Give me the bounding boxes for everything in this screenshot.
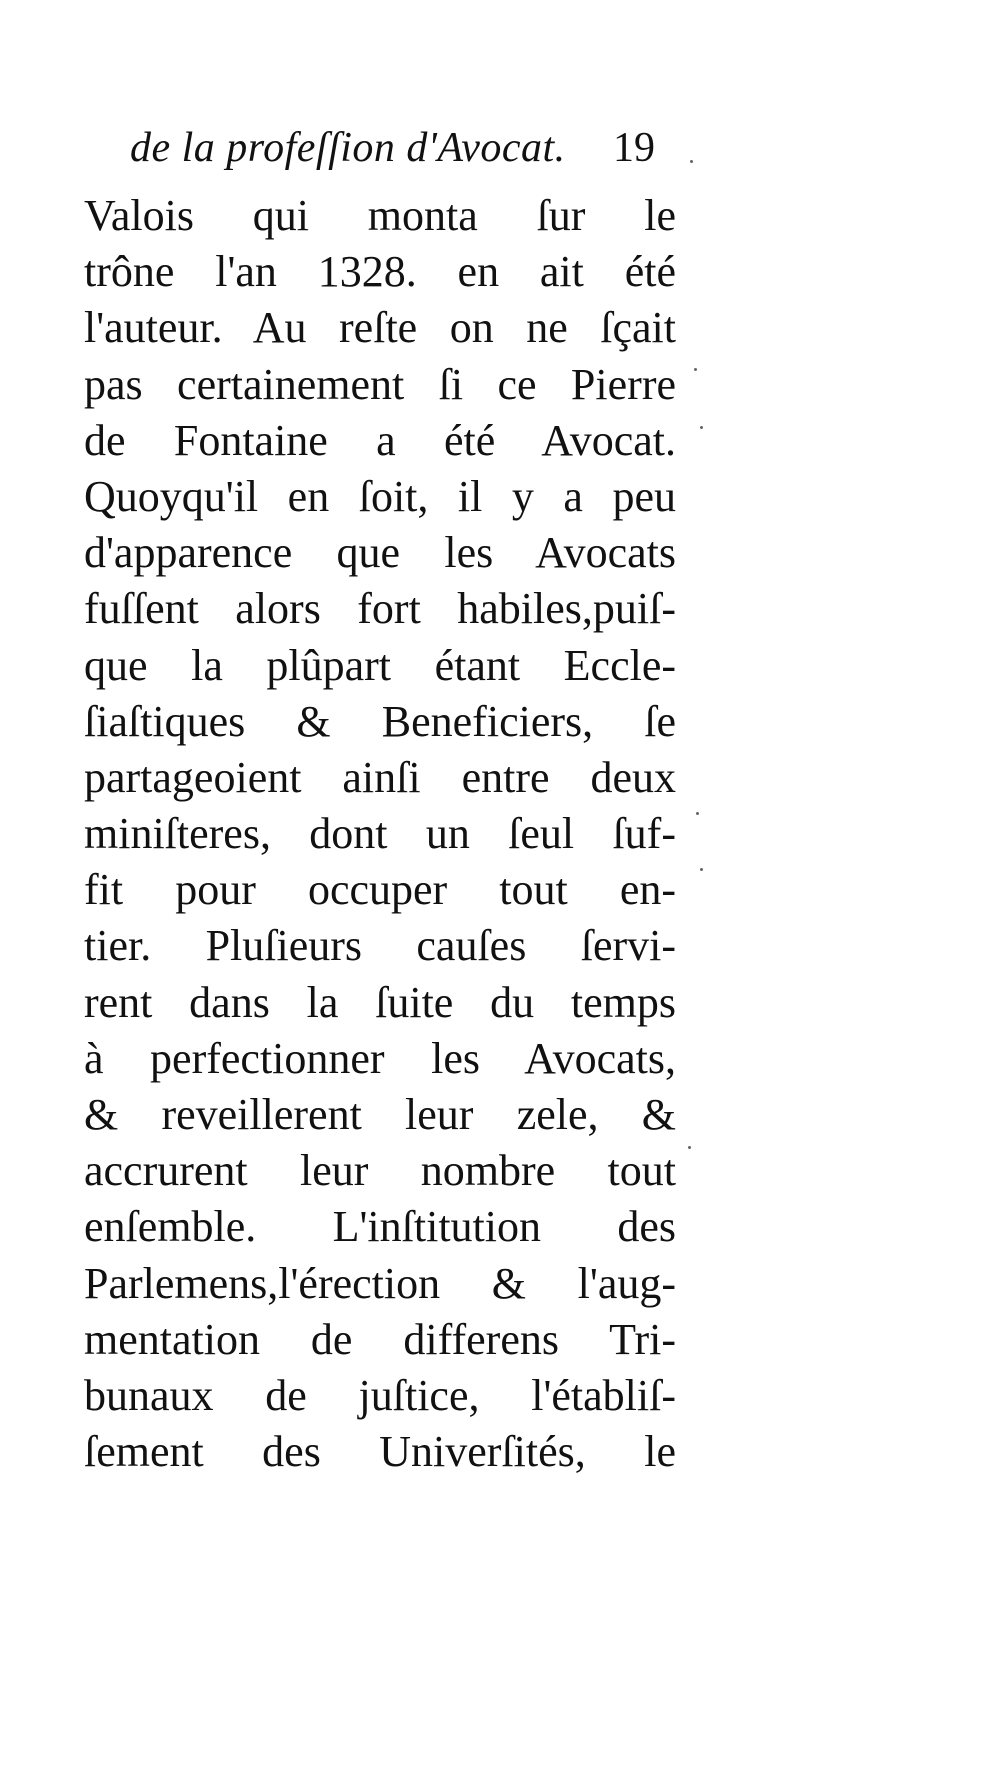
body-text	[84, 188, 676, 1480]
text-line: partageoient ainſi entre deux	[84, 752, 676, 802]
text-line: fuſſent alors fort habiles,puiſ-	[84, 584, 676, 634]
text-line: l'auteur. Au reſte on ne ſçait	[84, 303, 676, 353]
scan-speck	[690, 160, 693, 163]
text-line: fit pour occuper tout en-	[84, 865, 676, 915]
text-line: trône l'an 1328. en ait été	[84, 247, 676, 297]
text-line: & reveillerent leur zele, &	[84, 1090, 676, 1139]
text-line: Valois qui monta ſur le	[84, 191, 676, 240]
text-line: que la plûpart étant Eccle-	[84, 640, 676, 690]
scan-speck	[694, 368, 697, 371]
text-line: ſiaſtiques & Beneficiers, ſe	[84, 696, 676, 746]
text-line: accrurent leur nombre tout	[84, 1146, 676, 1196]
text-line: rent dans la ſuite du temps	[84, 977, 676, 1027]
scan-speck	[688, 1146, 691, 1149]
scan-speck	[700, 868, 703, 871]
running-head	[130, 118, 690, 180]
text-line: tier. Pluſieurs cauſes ſervi-	[84, 921, 676, 971]
text-line: enſemble. L'inſtitution des	[84, 1202, 676, 1252]
text-line: ſement des Univerſités, le	[84, 1427, 676, 1477]
text-line: Quoyqu'il en ſoit, il y a peu	[84, 471, 676, 521]
text-line: bunaux de juſtice, l'établiſ-	[84, 1370, 676, 1420]
text-line: mentation de differens Tri-	[84, 1314, 676, 1364]
text-line: d'apparence que les Avocats	[84, 528, 676, 578]
text-line: Parlemens,l'érection & l'aug-	[84, 1258, 676, 1308]
text-line: pas certainement ſi ce Pierre	[84, 359, 676, 409]
page-number: 19	[613, 125, 655, 171]
text-line: miniſteres, dont un ſeul ſuf-	[84, 809, 676, 859]
scan-speck	[696, 812, 699, 815]
scan-speck	[700, 426, 703, 429]
text-line: à perfectionner les Avocats,	[84, 1033, 676, 1083]
text-line: de Fontaine a été Avocat.	[84, 415, 676, 465]
running-title: de la profeſſion d'Avocat.	[130, 125, 566, 171]
